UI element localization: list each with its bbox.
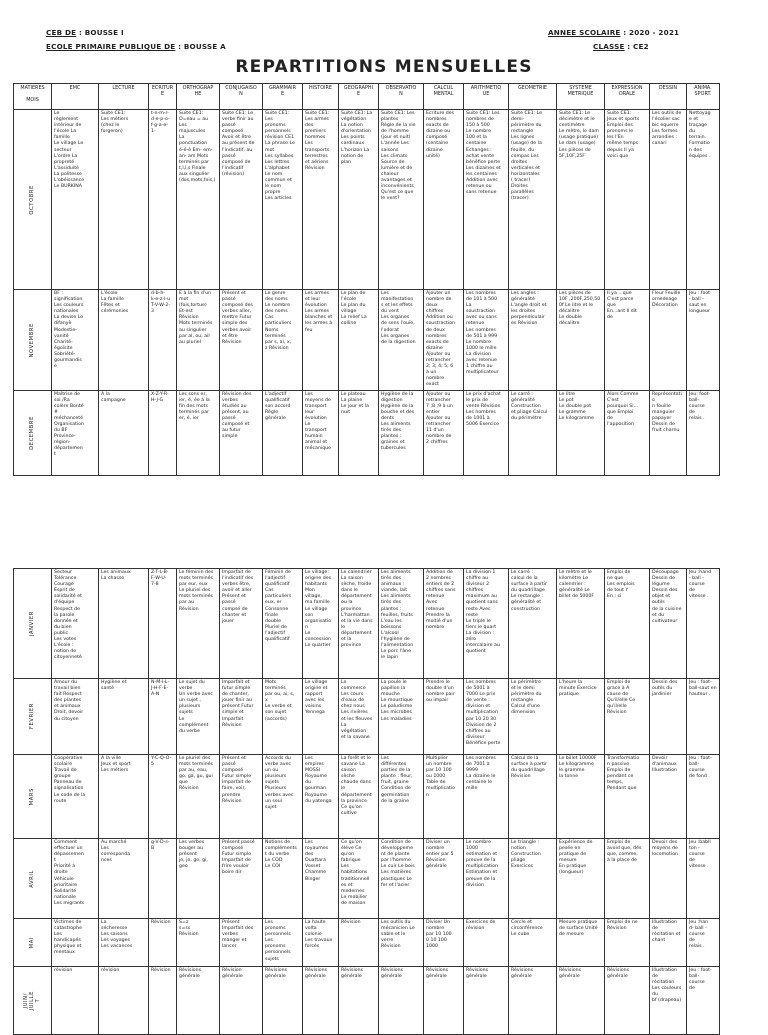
table-cell: Les pièces de 10F ,200F,250,50 0f Le litre et le décalitre Le double décalitre [557,290,605,391]
table-cell: Victimes de catastrophe Les handicapés physique et mentaux [52,919,99,967]
table-cell: E à la fin d'un mot (fois,tortue) Et-est Révision Mots terminés au singulier par al, ou, ail au pluriel [177,290,220,391]
table-cell: Nettoyag e et traçage du terrain. Formatio n des équipes . [687,110,720,290]
table-cell: Le périmètre et le demi périmètre du rectangle Calcul d'une dimension [509,679,557,755]
table-cell: Devoir des moyens de locomotion [650,839,687,919]
table-cell: Révisions générale [263,967,303,1035]
table-cell: Accords du verbe avec un ou plusieurs sujets Plusieurs verbes avec un seul sujet [263,755,303,839]
table-cell: Diviser Un nombre par 10 100 0 10 100 1000 [424,919,464,967]
column-header: SYSTEME METRIQUE [557,84,605,110]
table-cell: Les verbes bouger au présent je, jo, ge, gi, geo [177,839,220,919]
table-cell: d-b-h- k-e-z-l-u T-V-W-2- 3 [149,290,177,391]
table-cell: Présent et passé composé des verbes aller, mettre Futur simple des verbes avoir et être Révision [220,290,263,391]
table-cell: Imparfait et futur simple de chanter, jouer finir au présent Futur simple et Imparfait Révision [220,679,263,755]
table-cell: Révisions générale [303,967,339,1035]
table-cell: Féminin de l'adjectif qualificatif Cas particuliers eux, er Consonne finale double Pluriel de l'adjectif qualificatif [263,569,303,679]
month-cell [14,290,52,391]
table-cell: Révision [149,919,177,967]
table-cell: Le carré : généralité Construction et pliage Calcul du périmètre [509,390,557,475]
table-cell: Illustration de récitation Les couleurs du bf (drapeau) [650,967,687,1035]
column-header: GRAMMAIR E [263,84,303,110]
table-cell: Suite CE1: Les métiers (chez le forgeron) [99,110,149,290]
table-cell: Ecriture des nombres exacts de dizaine ou composé (centaine dizaine unité) [424,110,464,290]
table-cell: Les royaumes des Ouattara Vosset Chamme Binger [303,839,339,919]
month-cell [14,967,52,1035]
table-cell: Les différentes parties de la plante : fleur, fruit, graine Condition de germination de la graine [379,755,424,839]
table-cell: Jeu : foot- ball-saut en hauteur . [687,679,720,755]
table-cell: Ajouter ou retrancher 7 ;8 ;9 à un entier Ajouter ou retrancher 11 d'un nombre de 2 chiffres [424,390,464,475]
table-cell: BF : signification Les couleurs nationales La devise Le difanyè Modestie- vanité Charité- égoïsite Sobriété- gourmandis e [52,290,99,391]
table-cell: Calcul de la surface à partir du quadrillage Révision [509,755,557,839]
table-cell: Le genre des noms Le nombre des noms Cas particuliers Noms terminés par s, al, x, z Révision [263,290,303,391]
table-cell: Z-T-L-B- F-W-U- 7-8 [149,569,177,679]
table-cell: Jeu : foot- ball- course de [687,967,720,1035]
table-cell: Les empires MOSSI Royaume du gourman Royaume du yatenga [303,755,339,839]
column-header: GEOMETRIE [509,84,557,110]
table-cell: Le carré : calcul de la surface à partir du quadrillage Le rectangle : généralité et construction [509,569,557,679]
table-cell: Jeu: foot- ball- course de relais . [687,390,720,475]
table-cell: Devoir d'animaux Illustration [650,755,687,839]
table-cell: L'adjectif qualificatif son accord Règle générale [263,390,303,475]
month-label: AVRIL [29,869,36,888]
annee-label: ANNEE SCOLAIRE [548,28,621,37]
table-cell: Les outils du mécanicien Le sable et le verre Révision [379,919,424,967]
table-cell: Présent Imparfait des verbes manger et lancer [220,919,263,967]
annee-value: : 2020 - 2021 [623,28,680,37]
table-cell: Secteur Tolérance Courage Esprit de solidarité et d'équipe Respect de la parole donnée et du bien public Les votes L'école : notion de citoyenneté [52,569,99,679]
table-cell: N-M-I-L- J-H-F-E- A-N [149,679,177,755]
table-cell: A la campagne [99,390,149,475]
ecole-line [46,42,226,51]
table-cell: révision [52,967,99,1035]
table-cell: La haute volta colonie Les travaux forcés [303,919,339,967]
table-cell: Le village origine et rapport avec les voisins Yennega [303,679,339,755]
table-cell: Condition de développeme nt de plante par l'homme Le cuir Le bois Les matières plastiques Le fer et l'acier [379,839,424,919]
month-cell [14,755,52,839]
ecole-label: ECOLE PRIMAIRE PUBLIQUE DE [46,42,176,51]
table-cell: Révisions générale [464,967,509,1035]
column-header: OBSERVATIO N [379,84,424,110]
table-cell: Y-C-Q-O- 5 [149,755,177,839]
table-cell: Hygiène de la digestion Hygiène de la bouche et des dents Les aliments tirés des plantes : graines et tubercules [379,390,424,475]
table-cell: Maîtrise de soi /Ra colère Bonté # méchanceté Organisation du BF Province- région- départemen t [52,390,99,475]
table-cell: Suite CE1: La végétation La notion d'orientation Les points cardinaux L'horizon La notion de plan [339,110,379,290]
table-cell: Révision générale [220,967,263,1035]
table-cell: Hygiène et santé [99,679,149,755]
table-cell: Le règlement intérieur de l'école La famille Le village Le secteur L'ordre La propreté L'assiduité La politesse L'obéissance Le BURKINA [52,110,99,290]
table-cell: Suite CE1: Les pronoms personnels révision CE1 La phrase Le mot Les syllabes Les lettres L'alphabet Le nom commun et le nom propre Les articles [263,110,303,290]
month-cell [14,919,52,967]
table-cell: Les nombres de 5001 à 7000 Le prix de vente : division et multiplication par 10 20 30 Division de 2 chiffres au diviseur Bénéfice perte [464,679,509,755]
table-cell: Les animaux La chasse [99,569,149,679]
classe-value: : CE2 [627,42,649,51]
ecole-value: : BOUSSE A [178,42,226,51]
page-title: REPARTITIONS MENSUELLES [235,57,533,77]
table-cell: La sécheresse Les saisons Les voyages Les vacances [99,919,149,967]
table-cell: Jeu :han d- ball - course de relais . [687,919,720,967]
table-cell: Le billet 10000F Le kilogramme le gramme la tonne [557,755,605,839]
table-cell: X-Z-Y-R- H-J-G [149,390,177,475]
table-cell: Révisions générale [339,967,379,1035]
table-cell: Jeu :hand - ball - course de vitesse . [687,569,720,679]
table-cell: La poule le papillon la mouche Le moustique Le paludisme Les microbes Les maladies [379,679,424,755]
table-cell: Les armes et leur évolution Les armes blanches et les armes à feu [303,290,339,391]
classe-line [593,42,649,51]
table-cell: Illustration de récitation et chant [650,919,687,967]
table-cell: Les sons er, ier, é, ée à la fin des mots terminés par er, é, ier [177,390,220,475]
table-cell: Addition de 2 nombres entiers de 2 chiffres sans retenue Avec retenue Prendre la moitié d'un nombre [424,569,464,679]
ceb-label: CEB DE [46,28,77,37]
table-row [14,390,720,475]
table-cell: Ajouter un nombre de deux chiffres Addition ou soustraction de deux nombres exacts de dizaine Ajouter ou retrancher 2; 3; 4; 5; 6 à un nombre exact [424,290,464,391]
table-cell: Au marché Les corresponda nces [99,839,149,919]
ceb-value: : BOUSSE I [78,28,124,37]
month-cell [14,679,52,755]
table-cell: Les moyens de transport leur évolution Le transport humain animal et mécanique [303,390,339,475]
table-cell: révision [99,967,149,1035]
column-header: HISTOIRE [303,84,339,110]
table-row [14,839,720,919]
table-cell: Amour du travail bien fait Respect des plantes et animaux Droit, devoir du citoyen [52,679,99,755]
table-cell: Le calendrier La saison sèche, froide dans le département ou la province L'harmattan et la vie dans le département et la province [339,569,379,679]
month-label: FEVRIER [29,703,36,730]
annee-line [548,28,679,37]
table-cell: Présent et passé composé Futur simple Imparfait de faire, voir, prendre Révision [220,755,263,839]
table-cell: Révisions générale [557,967,605,1035]
month-label: JUIN/ JUILLE T [23,990,42,1011]
table-cell: Le mètre et le kilomètre Le calendrier : généralité Le billet de 5000F [557,569,605,679]
column-header: CALCUL MENTAL [424,84,464,110]
table-cell: Le plan de l'école Le plan du village Le relief La colline [339,290,379,391]
table-cell: Cercle et circonférence Le cube [509,919,557,967]
table-cell: Le sujet du verbe Un verbe avec un sujet , plusieurs sujets Le complément du verbe [177,679,220,755]
table-cell: S=z s=ss Révision [177,919,220,967]
column-header: ANIMA. SPORT. [687,84,720,110]
table-cell: Imparfait de l'indicatif des verbes être, avoir et aller Présent et passé compsé de chanter et jouer [220,569,263,679]
table-cell: Le prix d'achat le prix de vente Révision Les nombres de 1001 à 5006 Exercice [464,390,509,475]
table-cell: Suite CE1: Jeux et sports Emploi des pronoms le les l'En même temps depuis Il ya voici que [605,110,650,290]
table-cell: Fleur Feuille ornedeage Décoration [650,290,687,391]
table-cell: Comment effectuer un dépassemen t Priorité à droite Véhicule prioritaire Solidarité nationale Les migrants [52,839,99,919]
table-cell: Le village: origine des habitants Mon village, ma famille Le village son organisatio n Le concession Le quartier [303,569,339,679]
column-header: ECRITUR E [149,84,177,110]
table-cell: g-V-D-s- B [149,839,177,919]
table-cell: Le triangle : notion Construction pliage Exercices [509,839,557,919]
month-label: NOVEMBRE [29,322,36,357]
table-cell: Suite CE1: Le demi- périmètre du rectangle Les lignes (usage) de la feuille, du compas Les droites verticales et horizontales ( tracer) Droites parallèles (tracer) [509,110,557,290]
table-row [14,967,720,1035]
table-cell: Suite CE1: O=eau = au Les majuscules La ponctuation é-é-è Em- em- an- am Mots terminés par t,l,l,s Finale aux singulier (dos,mots,fois,) [177,110,220,290]
table-cell: Les nombres de 7001 à 9999 La dizaine le centaine le mille [464,755,509,839]
column-header: EXPRESSION ORALE [605,84,650,110]
table-cell: Le commerce Les cours d'eaux de chez nous Les rivières et les fleuves La végétation et la savane [339,679,379,755]
table-cell: Prendre le double d'un nombre pair ou impair [424,679,464,755]
month-cell [14,390,52,475]
table-cell: Transformatio n passive Emploi de pendant ce temps, Pendant que [605,755,650,839]
table-cell: Emploi de ne que Les emplois de tout Y En ; si [605,569,650,679]
table-cell: Jeu : foot- ball- course de fond . [687,755,720,839]
table-row [14,679,720,755]
classe-label: CLASSE [593,42,625,51]
table-cell: Exercices de révision [464,919,509,967]
table-cell: Mots terminés par ou, ai, s, x Le verbe et son sujet (accords) [263,679,303,755]
table-cell: Révisions générale [379,967,424,1035]
table-cell: Le plateau La plaine Le jour et la nuit [339,390,379,475]
table-cell: Les nombres de 101 à 500 La soustraction avec ou sans retenue Les nombres de 501 à 999 Le nombre 1000 le mille La division avec retenue 1 chiffre au multiplicateur [464,290,509,391]
table-cell: Découpage Dessin de légume Dessin des objet et outils de la cuisine et du cultivateur [650,569,687,679]
column-header: GEOGRAPHI E [339,84,379,110]
table-cell: Alors Comme C'est pourquoi Si... que Emploi de l'apposition [605,390,650,475]
table-cell: Coopérative scolaire Travail de groupe Panneau de signalisation Le code de la route [52,755,99,839]
table-row [14,755,720,839]
table-cell: Diviser un nombre entier par 5 Révision générale [424,839,464,919]
month-label: MAI [29,936,36,949]
table-cell: Emploi de avoid que, dès que, comme, à la place de [605,839,650,919]
repartition-table-2 [13,568,720,1035]
table-cell: Révisions générale [605,967,650,1035]
table-cell: Le féminin des mots terminés par eur, eux Le pluriel des mots terminés par au Révision [177,569,220,679]
table-cell: A la ville Jeux et sport Les métiers [99,755,149,839]
table-cell: Emploi de ne Révision [605,919,650,967]
table-row [14,919,720,967]
table-cell: Révisions générale [424,967,464,1035]
ceb-line [46,28,124,37]
table-cell: La forêt et le savane La saison sèche chaude dans le département la province Ce qu'on cultive [339,755,379,839]
month-cell [14,110,52,290]
month-label: DECEMBRE [29,415,36,450]
table-cell: Suite CE1: Le verbe finir au passé composé Avoir et être au présent de l'indicatif, au passé composé de l'indicatif (révision) [220,110,263,290]
month-label: JANVIER [29,610,36,637]
table-cell: Multiplier un nombre par 10 100 ou 1000 Table de multiplicatio n [424,755,464,839]
table-cell: Les angles : généralité L'angle droit et les droites perpendiculair es Révision [509,290,557,391]
table-row [14,110,720,290]
column-header: ARITHMETIQ UE [464,84,509,110]
table-cell: Les pronoms personnels Les pronoms personnels sujets [263,919,303,967]
column-header: CONJUGAISO N [220,84,263,110]
table-cell: Les manifestation s et les effets du vent Les organes de sens l'ouïe, l'odorat Les organes de la digestion [379,290,424,391]
table-cell: Suite CE1: Les nombres de 150 à 500 Le nombre 100 et la centaine Echanges : achat vente bénéfice perte Les dizaines et les centaines Addition avec retenue ou sans retenue [464,110,509,290]
table-cell: Notions de compléments t du verbe Le COD Le COI [263,839,303,919]
column-header: EMC [52,84,99,110]
table-cell: Emploi de grace à A cause de Qu'il/elle Ce qu'il/elle Révision [605,679,650,755]
table-cell: Expérience de pesée en pratique de mesure En pratique (longueur) [557,839,605,919]
table-cell: Suite CE1: Les plantes Règle de la vie de l'homme (jour et nuit) L'année Les saisons Les climats Source de lumière et de chaleur avantages et inconvénients Qu'est ce que le vent? [379,110,424,290]
table-cell: Présent passé composé Futur simple Imparfait de frire vouloir boire dir [220,839,263,919]
table-cell: Le nombre 1000 estimation et preuve de la multiplication Estimation et preuve de la division [464,839,509,919]
column-header: ORTHOGRAP HE [177,84,220,110]
table-row [14,569,720,679]
table-header-row [14,84,720,110]
table-cell: t-n-m-r- d-e-p-o- f-g-a-e- 1- [149,110,177,290]
table-cell: Les aliments tirés des animaux : viande, lait Les aliments tirés des plantes : feuilles, fruits L'eau les boissons L'alcool l'hygiène de l'alimentation Le porc l'âne le lapin [379,569,424,679]
column-header: MATIERES MOIS [14,84,52,110]
month-cell [14,839,52,919]
table-cell: Révisions générale [177,967,220,1035]
table-cell: Il ya ...que C'est parce que En...ant Il dit de [605,290,650,391]
table-cell: Suite CE1: Le décimètre et le centimètre Le mètre, le dam (usage pratique) Le dam (usage) Les pièces de 5F,10F,25F [557,110,605,290]
table-cell: L'heure la minute Exercice pratique [557,679,605,755]
table-cell: Révision [149,967,177,1035]
table-cell: Suite CE1: Les armes des premiers hommes Les transports terrestres et aériens Révision [303,110,339,290]
table-cell: Représentatio n fouille manguier papayer Dessin de fruit charnu [650,390,687,475]
table-cell: Le litre Le pot Le double pot Le gramme Le kilogramme [557,390,605,475]
table-cell: Dessin des outils du jardinier [650,679,687,755]
table-cell: Révision des verbes étudiés au présent, au passé composé et au futur simple [220,390,263,475]
column-header: DESSIN [650,84,687,110]
table-cell: Les outils de l'écolier sac bic equerre Les formes arrondies : canari [650,110,687,290]
month-label: MARS [29,787,36,806]
table-cell: L'école La famille Fêtes et cérémonies [99,290,149,391]
table-cell: Jeu :babll ton - course de vitesse . [687,839,720,919]
table-cell: Jeu : foot - ball - saut en longueur [687,290,720,391]
table-cell: La division 1 chiffre au diviseur 2 chiffres maximum au quotient sans reste Avec reste Le triple le tiers le quart La division : zéro intercalaire au quotient [464,569,509,679]
table-cell: Le pluriel des mots terminés par au, eau, go, ga, gu, gui que Révision [177,755,220,839]
table-row [14,290,720,391]
table-cell: Révision [339,919,379,967]
month-label: OCTOBRE [29,184,36,215]
month-cell [14,569,52,679]
repartition-table-1 [13,83,720,476]
table-cell: Révisions générale [509,967,557,1035]
table-cell: Ce qu'on élève Ce qu'on fabrique Les habitations traditionnell es et modernes Le mobilier de maison [339,839,379,919]
table-cell: Mesure pratique de surface Unité de mesure [557,919,605,967]
column-header: LECTURE [99,84,149,110]
